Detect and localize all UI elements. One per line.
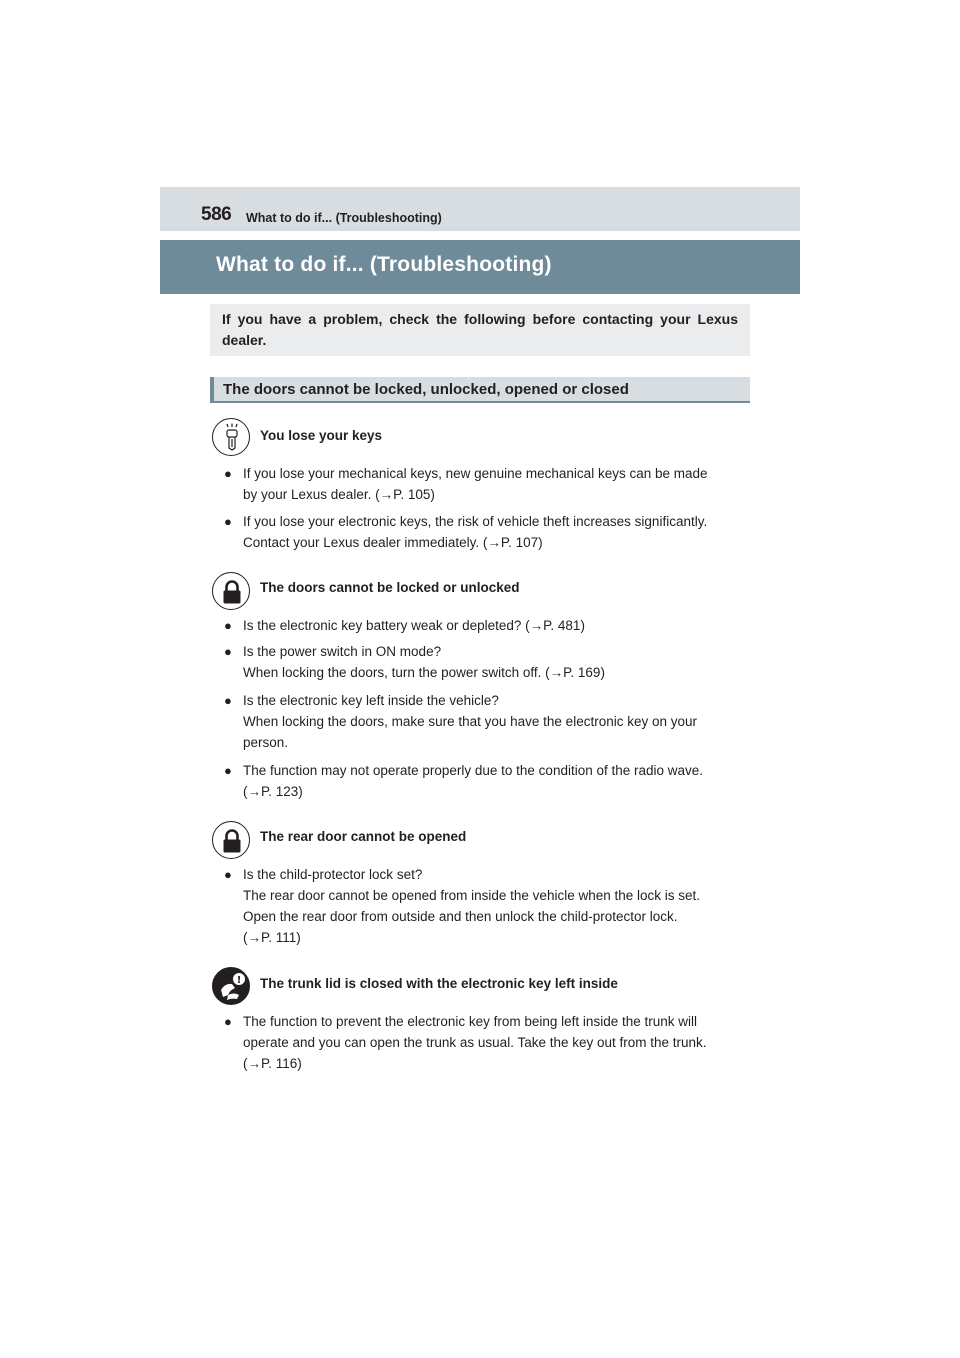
list-item	[224, 760, 752, 802]
list-item	[224, 864, 752, 948]
list-item	[224, 641, 752, 683]
list-item-line: The function to prevent the electronic key from being left inside the trunk will	[243, 1014, 697, 1029]
group-heading-rear-door: The rear door cannot be opened	[260, 829, 467, 844]
list-item-line: (→P. 111)	[243, 930, 301, 945]
bullet: ●	[224, 763, 232, 778]
list-item-line: When locking the doors, turn the power switch off. (→P. 169)	[243, 665, 605, 680]
list-item	[224, 615, 752, 636]
list-item-line: When locking the doors, make sure that you have the electronic key on your	[243, 714, 697, 729]
list-item-line: Open the rear door from outside and then unlock the child-protector lock.	[243, 909, 678, 924]
list-item	[224, 511, 752, 553]
group-heading-trunk-key: The trunk lid is closed with the electronic key left inside	[260, 976, 618, 991]
bullet: ●	[224, 618, 232, 633]
list-item-line: If you lose your mechanical keys, new genuine mechanical keys can be made	[243, 466, 708, 481]
svg-text:!: !	[236, 975, 242, 986]
list-item-line: Is the electronic key battery weak or depleted? (→P. 481)	[243, 618, 585, 633]
list-item	[224, 463, 752, 505]
bullet: ●	[224, 644, 232, 659]
list-item-text	[243, 1011, 752, 1074]
list-item-line: person.	[243, 735, 289, 750]
group-heading-lock-unlock: The doors cannot be locked or unlocked	[260, 580, 520, 595]
list-item-line: (→P. 116)	[243, 1056, 302, 1071]
list-item-text	[243, 463, 752, 505]
list-item-line: (→P. 123)	[243, 784, 303, 799]
list-item-line: The function may not operate properly due to the condition of the radio wave.	[243, 763, 704, 778]
padlock-icon	[212, 821, 250, 859]
bullet: ●	[224, 514, 232, 529]
list-item-text	[243, 760, 752, 802]
section-accent	[210, 377, 214, 401]
list-item-text	[243, 641, 752, 683]
key-in-trunk-icon	[212, 967, 250, 1005]
list-item-line: The rear door cannot be opened from inside the vehicle when the lock is set.	[243, 888, 701, 903]
list-item-line: Is the power switch in ON mode?	[243, 644, 442, 659]
bullet: ●	[224, 693, 232, 708]
list-item-line: by your Lexus dealer. (→P. 105)	[243, 487, 435, 502]
list-item-line: Is the child-protector lock set?	[243, 867, 423, 882]
list-item	[224, 1011, 752, 1074]
list-item-line: Is the electronic key left inside the vehicle?	[243, 693, 499, 708]
intro-text: If you have a problem, check the following before contacting your Lexus dealer.	[222, 311, 738, 348]
bullet: ●	[224, 466, 232, 481]
list-item-text	[243, 690, 752, 753]
bullet: ●	[224, 867, 232, 882]
key-icon	[212, 418, 250, 456]
running-header-section: What to do if... (Troubleshooting)	[246, 211, 442, 225]
padlock-icon	[212, 572, 250, 610]
page-number: 586	[201, 204, 232, 225]
list-item-line: Contact your Lexus dealer immediately. (→P. 107)	[243, 535, 543, 550]
section-title: The doors cannot be locked, unlocked, opened or closed	[223, 381, 629, 398]
list-item-line: operate and you can open the trunk as usual. Take the key out from the trunk.	[243, 1035, 707, 1050]
page-title: What to do if... (Troubleshooting)	[216, 253, 552, 276]
list-item-text	[243, 864, 752, 948]
list-item	[224, 690, 752, 753]
list-item-text	[243, 615, 752, 636]
bullet: ●	[224, 1014, 232, 1029]
section-heading-bar	[210, 377, 750, 403]
intro-box	[210, 304, 750, 356]
group-heading-lost-keys: You lose your keys	[260, 428, 383, 443]
list-item-text	[243, 511, 752, 553]
list-item-line: If you lose your electronic keys, the risk of vehicle theft increases significantly.	[243, 514, 708, 529]
